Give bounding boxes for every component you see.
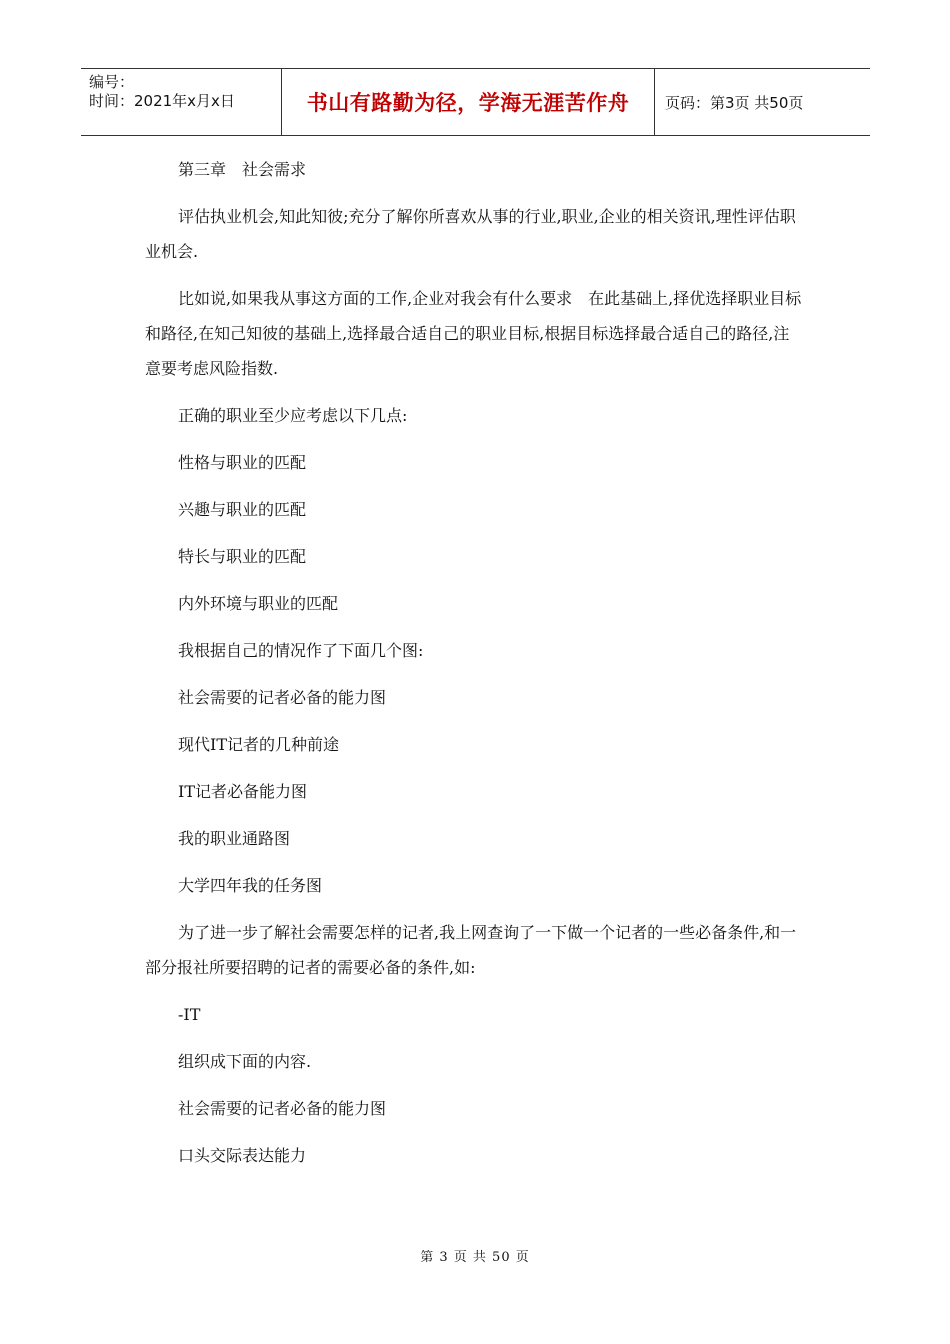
document-body xyxy=(145,152,805,1173)
list-item: 社会需要的记者必备的能力图 xyxy=(178,688,387,707)
document-date: 时间：2021年x月x日 xyxy=(89,92,235,110)
page-header xyxy=(81,68,870,136)
chapter-title: 第三章 社会需求 xyxy=(178,160,307,179)
list-item: 特长与职业的匹配 xyxy=(178,547,307,566)
paragraph: 为了进一步了解社会需要怎样的记者,我上网查询了一下做一个记者的一些必备条件,和一部分报社所要招聘的记者的需要必备的条件,如: xyxy=(145,923,797,977)
document-number-label: 编号： xyxy=(89,73,135,91)
paragraph: 组织成下面的内容. xyxy=(178,1052,312,1071)
paragraph: 比如说,如果我从事这方面的工作,企业对我会有什么要求 在此基础上,择优选择职业目标和路径,在知己知彼的基础上,选择最合适自己的职业目标,根据目标选择最合适自己的路径,注意要考虑风险指数. xyxy=(145,289,802,378)
list-item: 口头交际表达能力 xyxy=(178,1146,307,1165)
list-item: 社会需要的记者必备的能力图 xyxy=(178,1099,387,1118)
paragraph: 正确的职业至少应考虑以下几点: xyxy=(178,406,408,425)
list-item: 大学四年我的任务图 xyxy=(178,876,323,895)
paragraph: -IT xyxy=(178,1005,201,1024)
list-item: 现代IT记者的几种前途 xyxy=(178,735,339,754)
list-item: 兴趣与职业的匹配 xyxy=(178,500,307,519)
list-item: IT记者必备能力图 xyxy=(178,782,307,801)
paragraph: 评估执业机会,知此知彼;充分了解你所喜欢从事的行业,职业,企业的相关资讯,理性评估职业机会. xyxy=(145,207,796,261)
list-item: 内外环境与职业的匹配 xyxy=(178,594,339,613)
page-footer: 第 3 页 共 50 页 xyxy=(420,1250,530,1265)
list-item: 我的职业通路图 xyxy=(178,829,291,848)
header-motto: 书山有路勤为径，学海无涯苦作舟 xyxy=(282,69,655,135)
paragraph: 我根据自己的情况作了下面几个图: xyxy=(178,641,424,660)
list-item: 性格与职业的匹配 xyxy=(178,453,307,472)
header-page-info: 页码：第3页 共50页 xyxy=(665,93,804,112)
header-meta-cell xyxy=(81,69,282,135)
